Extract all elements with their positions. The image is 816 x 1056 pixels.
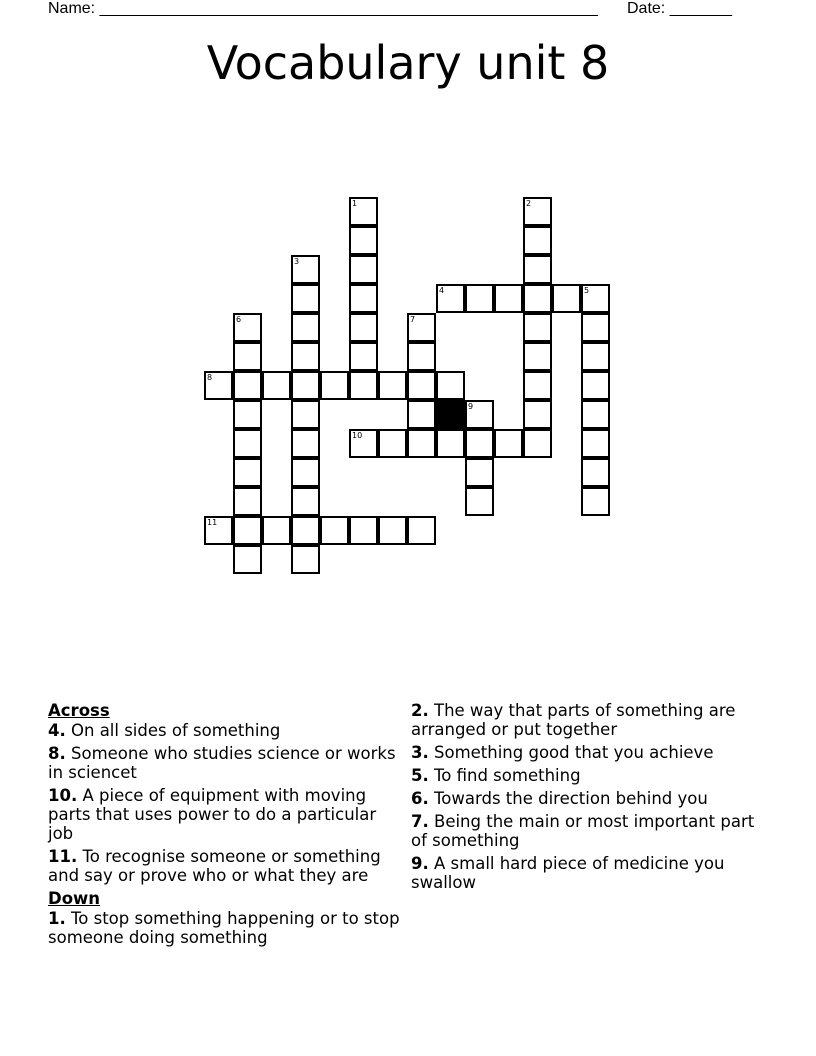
grid-cell[interactable] (233, 400, 262, 429)
grid-cell[interactable] (291, 516, 320, 545)
clue-down-9: 9. A small hard piece of medicine you swallow (411, 854, 725, 892)
grid-cell[interactable] (465, 487, 494, 516)
grid-cell[interactable] (349, 516, 378, 545)
grid-cell[interactable] (523, 429, 552, 458)
name-field[interactable]: Name: ________________________________________________________ (48, 0, 598, 17)
grid-cell[interactable] (291, 487, 320, 516)
grid-cell[interactable] (349, 255, 378, 284)
grid-cell[interactable] (523, 284, 552, 313)
grid-cell[interactable] (291, 313, 320, 342)
across-heading: Across (48, 701, 110, 720)
grid-cell[interactable] (523, 313, 552, 342)
grid-cell[interactable] (233, 545, 262, 574)
grid-cell[interactable] (349, 429, 378, 458)
grid-cell[interactable] (465, 400, 494, 429)
cell-number: 3 (294, 257, 300, 266)
cell-number: 2 (526, 199, 532, 208)
grid-cell[interactable] (233, 458, 262, 487)
grid-cell[interactable] (465, 429, 494, 458)
cell-number: 8 (207, 373, 213, 382)
grid-cell[interactable] (581, 371, 610, 400)
grid-cell[interactable] (581, 284, 610, 313)
grid-cell[interactable] (233, 516, 262, 545)
clue-down-6: 6. Towards the direction behind you (411, 789, 708, 808)
grid-cell[interactable] (552, 284, 581, 313)
grid-cell[interactable] (378, 371, 407, 400)
grid-cell[interactable] (233, 487, 262, 516)
cell-number: 4 (439, 286, 445, 295)
grid-cell[interactable] (581, 342, 610, 371)
cell-number: 7 (410, 315, 416, 324)
grid-cell[interactable] (233, 371, 262, 400)
grid-cell[interactable] (465, 284, 494, 313)
grid-cell[interactable] (523, 400, 552, 429)
grid-cell[interactable] (523, 226, 552, 255)
grid-cell[interactable] (436, 429, 465, 458)
grid-cell[interactable] (349, 284, 378, 313)
grid-cell[interactable] (291, 284, 320, 313)
grid-cell[interactable] (349, 313, 378, 342)
grid-cell[interactable] (407, 371, 436, 400)
grid-cell[interactable] (320, 516, 349, 545)
grid-cell[interactable] (349, 197, 378, 226)
grid-cell[interactable] (349, 226, 378, 255)
grid-cell[interactable] (581, 487, 610, 516)
grid-cell[interactable] (291, 400, 320, 429)
grid-cell[interactable] (494, 284, 523, 313)
grid-cell[interactable] (581, 313, 610, 342)
grid-cell[interactable] (523, 197, 552, 226)
grid-cell[interactable] (262, 516, 291, 545)
grid-cell[interactable] (494, 429, 523, 458)
grid-cell[interactable] (233, 429, 262, 458)
grid-cell[interactable] (233, 342, 262, 371)
date-field[interactable]: Date: _______ (627, 0, 732, 17)
grid-cell[interactable] (581, 400, 610, 429)
clue-down-5: 5. To find something (411, 766, 581, 785)
grid-cell[interactable] (291, 429, 320, 458)
grid-cell[interactable] (407, 313, 436, 342)
clue-across-8: 8. Someone who studies science or works in sciencet (48, 744, 396, 782)
clue-across-10: 10. A piece of equipment with moving parts that uses power to do a particular job (48, 786, 377, 843)
grid-cell[interactable] (378, 516, 407, 545)
grid-cell[interactable] (407, 516, 436, 545)
grid-cell[interactable] (436, 284, 465, 313)
cell-number: 1 (352, 199, 358, 208)
grid-cell[interactable] (291, 255, 320, 284)
grid-cell[interactable] (204, 516, 233, 545)
grid-cell[interactable] (581, 429, 610, 458)
cell-number: 5 (584, 286, 590, 295)
grid-cell[interactable] (349, 371, 378, 400)
grid-cell[interactable] (233, 313, 262, 342)
grid-cell[interactable] (291, 545, 320, 574)
clue-down-2: 2. The way that parts of something are arranged or put together (411, 701, 736, 739)
grid-cell[interactable] (436, 371, 465, 400)
grid-cell[interactable] (378, 429, 407, 458)
clue-down-7: 7. Being the main or most important part of something (411, 812, 755, 850)
clue-across-4: 4. On all sides of something (48, 721, 281, 740)
grid-cell[interactable] (291, 458, 320, 487)
grid-cell[interactable] (291, 342, 320, 371)
clue-down-3: 3. Something good that you achieve (411, 743, 714, 762)
grid-cell[interactable] (523, 255, 552, 284)
grid-cell[interactable] (320, 371, 349, 400)
grid-cell[interactable] (291, 371, 320, 400)
grid-cell[interactable] (262, 371, 291, 400)
grid-cell[interactable] (407, 400, 436, 429)
clues-right-column (411, 701, 756, 896)
grid-cell[interactable] (407, 429, 436, 458)
page-title: Vocabulary unit 8 (206, 36, 610, 90)
grid-cell[interactable] (523, 371, 552, 400)
grid-cell[interactable] (523, 342, 552, 371)
grid-cell[interactable] (465, 458, 494, 487)
cell-number: 9 (468, 402, 474, 411)
grid-cell[interactable] (204, 371, 233, 400)
black-cell (436, 400, 465, 429)
down-heading: Down (48, 889, 101, 908)
grid-cell[interactable] (349, 342, 378, 371)
cell-number: 11 (207, 518, 218, 527)
grid-cell[interactable] (407, 342, 436, 371)
cell-number: 10 (352, 431, 363, 440)
clue-down-1: 1. To stop something happening or to stop someone doing something (48, 909, 400, 947)
grid-cell[interactable] (581, 458, 610, 487)
clues-left-column (48, 701, 403, 951)
cell-number: 6 (236, 315, 242, 324)
clue-across-11: 11. To recognise someone or something and say or prove who or what they are (48, 847, 381, 885)
